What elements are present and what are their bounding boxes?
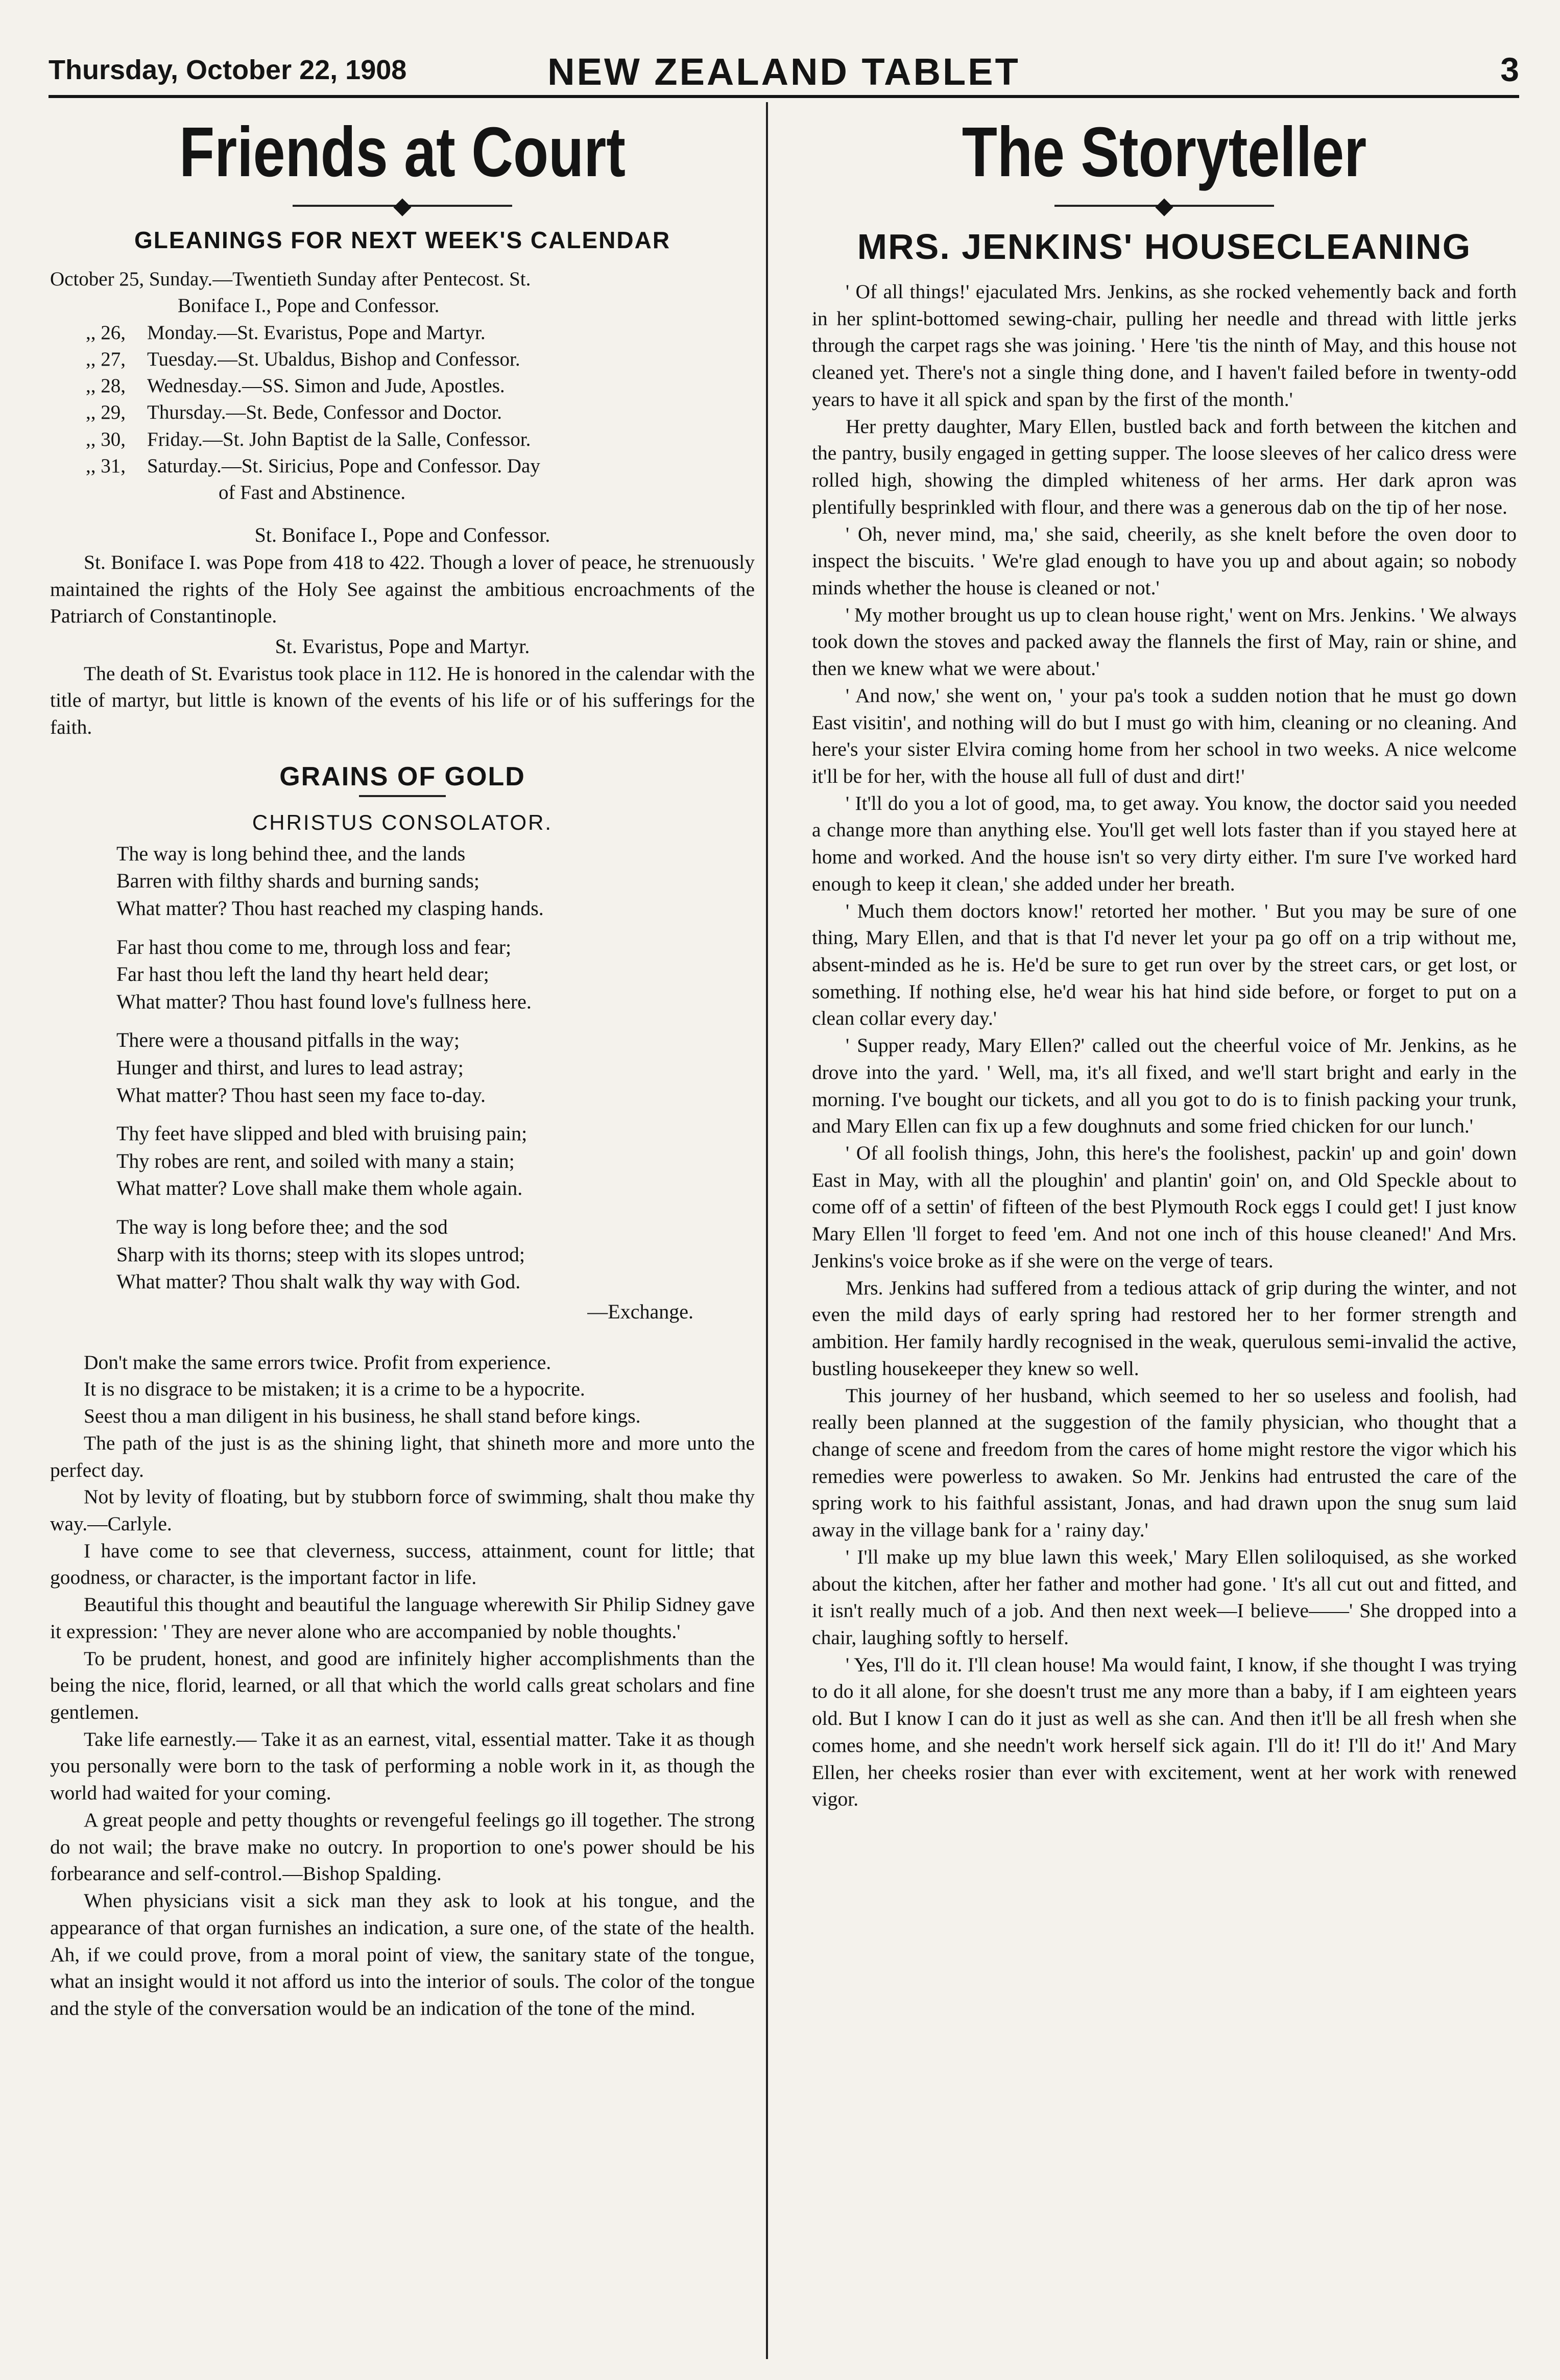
poem-line: The way is long before thee; and the sod [116,1215,448,1238]
poem-line: The way is long behind thee, and the lands [116,842,466,865]
calendar-date: ,, 29, [86,401,126,424]
poem-line: Thy feet have slipped and bled with bruising pain; [116,1122,527,1145]
poem-stanza [50,1120,755,1202]
maxim-paragraph: It is no disgrace to be mistaken; it is a crime to be a hypocrite. [84,1378,585,1401]
story-paragraph: ' Of all things!' ejaculated Mrs. Jenkins, as she rocked vehemently back and forth in her splint-bottomed sewing-chair, pulling her needle and thread with little jerks through the carpet rags she was joining. ' Here 'tis the ninth of May, and this house not cleaned yet. There's not a single thing done, and I haven't failed before in twenty-odd years to have it all spick and span by the first of the month.' [812,280,1517,411]
story-paragraph: ' It'll do you a lot of good, ma, to get away. You know, the doctor said you needed a change more than anything else. You'll get well lots faster than if you stayed here at home and worked. And the house isn't so very dirty either. I'm sure I've worked hard enough to keep it clean,' she added under her breath. [812,791,1517,895]
poem-line: What matter? Thou hast seen my face to-day. [116,1083,486,1107]
calendar-date: October 25, [50,268,145,291]
newspaper-title: NEW ZEALAND TABLET [547,51,1020,93]
poem-stanza [50,1213,755,1295]
calendar-entry [50,266,755,293]
poem-line: Thy robes are rent, and soiled with many a stain; [116,1149,515,1172]
calendar-text: Monday.—St. Evaristus, Pope and Martyr. [147,321,486,344]
maxim-paragraph: A great people and petty thoughts or revengeful feelings go ill together. The strong do not wail; the brave make no outcry. In proportion to one's power should be his forbearance and self-control.—Bishop Spalding. [50,1808,755,1885]
poem-line: Barren with filthy shards and burning sands; [116,869,479,893]
saint-heading: St. Evaristus, Pope and Martyr. [275,635,530,658]
story-paragraph: Mrs. Jenkins had suffered from a tedious attack of grip during the winter, and not even the mild days of early spring had restored her to her former strength and ambition. Her family hardly recognised in the weak, querulous semi-invalid the active, bustling housekeeper they knew so well. [812,1276,1517,1380]
calendar-entry [50,320,755,346]
story-paragraph: ' Oh, never mind, ma,' she said, cheerily, as she knelt before the oven door to inspect the biscuits. ' We're glad enough to have you up and about again; so nobody minds whether the house is cleaned or not.' [812,522,1517,599]
maxim-paragraph: Seest thou a man diligent in his business, he shall stand before kings. [84,1405,641,1428]
maxim-paragraph: Not by levity of floating, but by stubborn force of swimming, shalt thou make thy way.—Carlyle. [50,1485,755,1535]
calendar-entry [50,479,755,506]
masthead [49,50,1519,91]
poem-title: CHRISTUS CONSOLATOR. [252,810,553,834]
saint-paragraph: The death of St. Evaristus took place in 112. He is honored in the calendar with the title of martyr, but little is known of the events of his life or of his sufferings for the faith. [50,662,755,739]
grains-heading: GRAINS OF GOLD [279,761,525,791]
maxim-paragraph: To be prudent, honest, and good are infinitely higher accomplishments than the being the nice, florid, learned, or all that which the world calls great scholars and fine gentlemen. [50,1647,755,1724]
calendar-text: Saturday.—St. Siricius, Pope and Confessor. Day [147,454,540,477]
story-paragraph: ' I'll make up my blue lawn this week,' Mary Ellen soliloquised, as she worked about the kitchen, after her father and mother had gone. ' It's all cut out and fitted, and it isn't really much of a job. And then next week—I believe——' She dropped into a chair, laughing softly to herself. [812,1545,1517,1649]
story-paragraph: ' Of all foolish things, John, this here's the foolishest, packin' up and goin' down East in May, with all the ploughin' and plantin' goin' on, and Old Speckle about to come off of a settin' of fifteen of the best Plymouth Rock eggs I could get! I just know Mary Ellen 'll forget to feed 'em. And not one inch of this house cleaned!' And Mrs. Jenkins's voice broke as if she were on the verge of tears. [812,1142,1517,1272]
story-paragraph: ' And now,' she went on, ' your pa's took a sudden notion that he must go down East visitin', and nothing will do but I must go with him, cleaning or no cleaning. And here's your sister Elvira coming home from her school in two weeks. A nice welcome it'll be for her, with the house all full of dust and dirt!' [812,684,1517,787]
poem-line: What matter? Thou shalt walk thy way with God. [116,1270,521,1293]
short-rule [359,795,446,797]
calendar-date: ,, 31, [86,454,126,477]
calendar-date: ,, 30, [86,428,126,450]
section-title-friends-at-court: Friends at Court [179,113,626,191]
poem-stanza [50,1026,755,1109]
story-paragraph: This journey of her husband, which seemed to her so useless and foolish, had really been planned at the suggestion of the family physician, who thought that a change of scene and freedom from the cares of home might restore the vigor which his remedies were powerless to awaken. So Mr. Jenkins had entrusted the care of the spring work to his faithful assistant, Jonas, and had drawn upon the snug sum laid away in the village bank for a ' rainy day.' [812,1384,1517,1542]
story-paragraph: ' Much them doctors know!' retorted her mother. ' But you may be sure of one thing, Mary Ellen, and that is that I'd never let your pa go off on a trip without me, absent-minded as he is. He'd be sure to get run over by the street cars, or get lost, or something. If nothing else, he'd wear his hat hind side before, or forget to put on a clean collar every day.' [812,899,1517,1030]
poem-credit: —Exchange. [587,1300,693,1323]
calendar-entry [50,426,755,453]
calendar-text: of Fast and Abstinence. [219,482,406,504]
calendar-text: Thursday.—St. Bede, Confessor and Doctor. [147,401,502,424]
calendar-list [50,266,755,506]
poem [50,840,755,1295]
story-heading: MRS. JENKINS' HOUSECLEANING [857,227,1472,267]
story-paragraph: ' Supper ready, Mary Ellen?' called out the cheerful voice of Mr. Jenkins, as he drove into the yard. ' Well, ma, it's all fixed, and we'll start bright and early in the morning. I've bought our tickets, and all you got to do is to finish packing your trunk, and Mary Ellen can fix up a few doughnuts and some fried chicken for our lunch.' [812,1034,1517,1138]
poem-stanza [50,840,755,922]
ornament-divider [293,195,512,217]
calendar-entry [50,346,755,373]
calendar-text: Tuesday.—St. Ubaldus, Bishop and Confessor. [147,348,520,370]
poem-stanza [50,933,755,1016]
poem-line: Far hast thou come to me, through loss and fear; [116,935,512,958]
calendar-text: Friday.—St. John Baptist de la Salle, Confessor. [147,428,531,450]
story-body [812,278,1517,1813]
page-number: 3 [1500,51,1519,88]
calendar-date: ,, 27, [86,348,126,370]
left-column [50,107,755,2022]
maxim-paragraph: Beautiful this thought and beautiful the language wherewith Sir Philip Sidney gave it expression: ' They are never alone who are accompanied by noble thoughts.' [50,1593,755,1643]
calendar-date: ,, 28, [86,375,126,397]
poem-line: What matter? Thou hast reached my clasping hands. [116,896,544,920]
maxim-paragraph: Take life earnestly.— Take it as an earnest, vital, essential matter. Take it as though you personally were born to the task of performing a noble work in it, as though the world had waited for your coming. [50,1727,755,1805]
maxim-paragraph: I have come to see that cleverness, success, attainment, count for little; that goodness, or character, is the important factor in life. [50,1539,755,1589]
poem-line: Hunger and thirst, and lures to lead astray; [116,1055,464,1079]
calendar-text: Wednesday.—SS. Simon and Jude, Apostles. [147,375,505,397]
maxim-paragraph: Don't make the same errors twice. Profit from experience. [84,1351,551,1374]
calendar-entry [50,399,755,426]
calendar-date: ,, 26, [86,321,126,344]
ornament-divider [1054,195,1274,217]
poem-line: Sharp with its thorns; steep with its slopes untrod; [116,1242,525,1266]
right-column [812,107,1517,1813]
poem-line: Far hast thou left the land thy heart held dear; [116,963,489,986]
calendar-heading: GLEANINGS FOR NEXT WEEK'S CALENDAR [134,227,671,254]
calendar-entry [50,293,755,319]
saint-heading: St. Boniface I., Pope and Confessor. [254,523,550,547]
poem-line: There were a thousand pitfalls in the way; [116,1028,460,1052]
section-title-storyteller: The Storyteller [962,113,1367,191]
issue-date: Thursday, October 22, 1908 [49,55,407,85]
column-divider [766,102,768,2359]
masthead-rule [49,95,1519,98]
story-paragraph: Her pretty daughter, Mary Ellen, bustled back and forth between the kitchen and the pantry, busily engaged in getting supper. The loose sleeves of her calico dress were rolled high, showing the dimpled whiteness of her arms. Her dark apron was plentifully besprinkled with flour, and there was a generous dab on the tip of her nose. [812,415,1517,518]
calendar-entry [50,373,755,399]
maxim-paragraph: The path of the just is as the shining light, that shineth more and more unto the perfect day. [50,1431,755,1481]
story-paragraph: ' My mother brought us up to clean house right,' went on Mrs. Jenkins. ' We always took down the stoves and packed away the flannels the first of May, rain or shine, and then we knew what we were about.' [812,603,1517,680]
story-paragraph: ' Yes, I'll do it. I'll clean house! Ma would faint, I know, if she thought I was trying to do it all alone, for she doesn't trust me any more than a baby, if I am eighteen years old. But I know I can do it just as well as she can. And then it'll be all fresh when she comes home, and she needn't work herself sick again. I'll do it! I'll do it!' And Mary Ellen, her cheeks rosier than ever with excitement, went at her work with renewed vigor. [812,1653,1517,1811]
maxim-paragraph: When physicians visit a sick man they ask to look at his tongue, and the appearance of that organ furnishes an indication, a sure one, of the state of the health. Ah, if we could prove, from a moral point of view, the sanitary state of the tongue, what an insight would it not afford us into the interior of souls. The color of the tongue and the style of the conversation would be an indication of the tone of the mind. [50,1889,755,2020]
poem-line: What matter? Love shall make them whole again. [116,1176,523,1200]
calendar-text: Boniface I., Pope and Confessor. [178,295,440,317]
saint-paragraph: St. Boniface I. was Pope from 418 to 422. Though a lover of peace, he strenuously maintained the rights of the Holy See against the ambitious encroachments of the Patriarch of Constantinople. [50,550,755,628]
poem-line: What matter? Thou hast found love's fullness here. [116,990,532,1013]
calendar-text: Sunday.—Twentieth Sunday after Pentecost. St. [149,268,531,291]
calendar-entry [50,453,755,479]
maxims [50,1349,755,2022]
